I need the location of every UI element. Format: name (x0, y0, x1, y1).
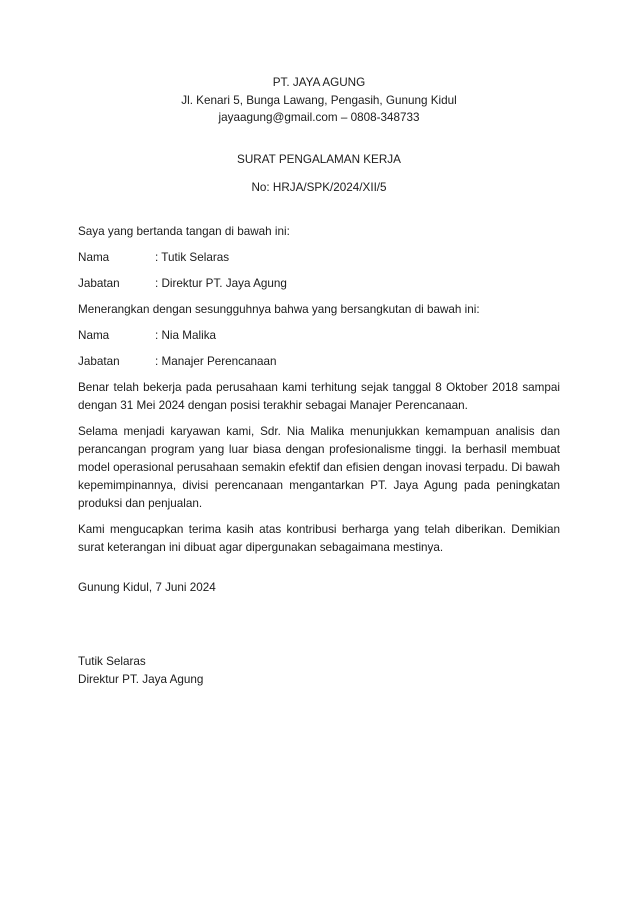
field-value-jabatan: : Direktur PT. Jaya Agung (155, 276, 287, 290)
company-address: Jl. Kenari 5, Bunga Lawang, Pengasih, Gunung Kidul (181, 93, 457, 107)
signature-name: Tutik Selaras (78, 654, 146, 668)
employee-title-row (78, 353, 560, 371)
statement-line: Menerangkan dengan sesungguhnya bahwa yang bersangkutan di bawah ini: (78, 302, 480, 316)
letterhead (78, 74, 560, 127)
body-paragraph-gratitude: Kami mengucapkan terima kasih atas kontribusi berharga yang telah diberikan. Demikian surat keterangan ini dibuat agar dipergunakan sebagaimana mestinya. (78, 522, 560, 554)
place-date-line: Gunung Kidul, 7 Juni 2024 (78, 580, 216, 594)
signature-title: Direktur PT. Jaya Agung (78, 672, 204, 686)
signer-title-row (78, 275, 560, 293)
field-label-jabatan: Jabatan (78, 354, 120, 368)
letter-title: SURAT PENGALAMAN KERJA (237, 152, 401, 166)
field-value-nama: : Nia Malika (155, 328, 217, 342)
intro-line: Saya yang bertanda tangan di bawah ini: (78, 224, 290, 238)
field-value-nama: : Tutik Selaras (155, 250, 230, 264)
company-contact: jayaagung@gmail.com – 0808-348733 (218, 111, 420, 124)
field-label-nama: Nama (78, 328, 110, 342)
body-paragraph-performance: Selama menjadi karyawan kami, Sdr. Nia Malika menunjukkan kemampuan analisis dan perancangan program yang luar biasa dengan profesionalisme tinggi. Ia berhasil membuat model operasional perusahaan semakin efektif dan efisien dengan inovasi terpadu. Di bawah kepemimpinannya, divisi perencanaan mengantarkan PT. Jaya Agung pada peningkatan produksi dan penjualan. (78, 424, 560, 510)
field-label-nama: Nama (78, 250, 110, 264)
field-label-jabatan: Jabatan (78, 276, 120, 290)
body-paragraph-employment-period: Benar telah bekerja pada perusahaan kami terhitung sejak tanggal 8 Oktober 2018 sampai dengan 31 Mei 2024 dengan posisi terakhir sebagai Manajer Perencanaan. (78, 380, 560, 412)
company-name: PT. JAYA AGUNG (272, 76, 366, 89)
signer-name-row (78, 249, 560, 267)
field-value-jabatan: : Manajer Perencanaan (155, 354, 277, 368)
letter-number: No: HRJA/SPK/2024/XII/5 (251, 180, 387, 194)
signature-block (78, 653, 560, 689)
employee-name-row (78, 327, 560, 345)
